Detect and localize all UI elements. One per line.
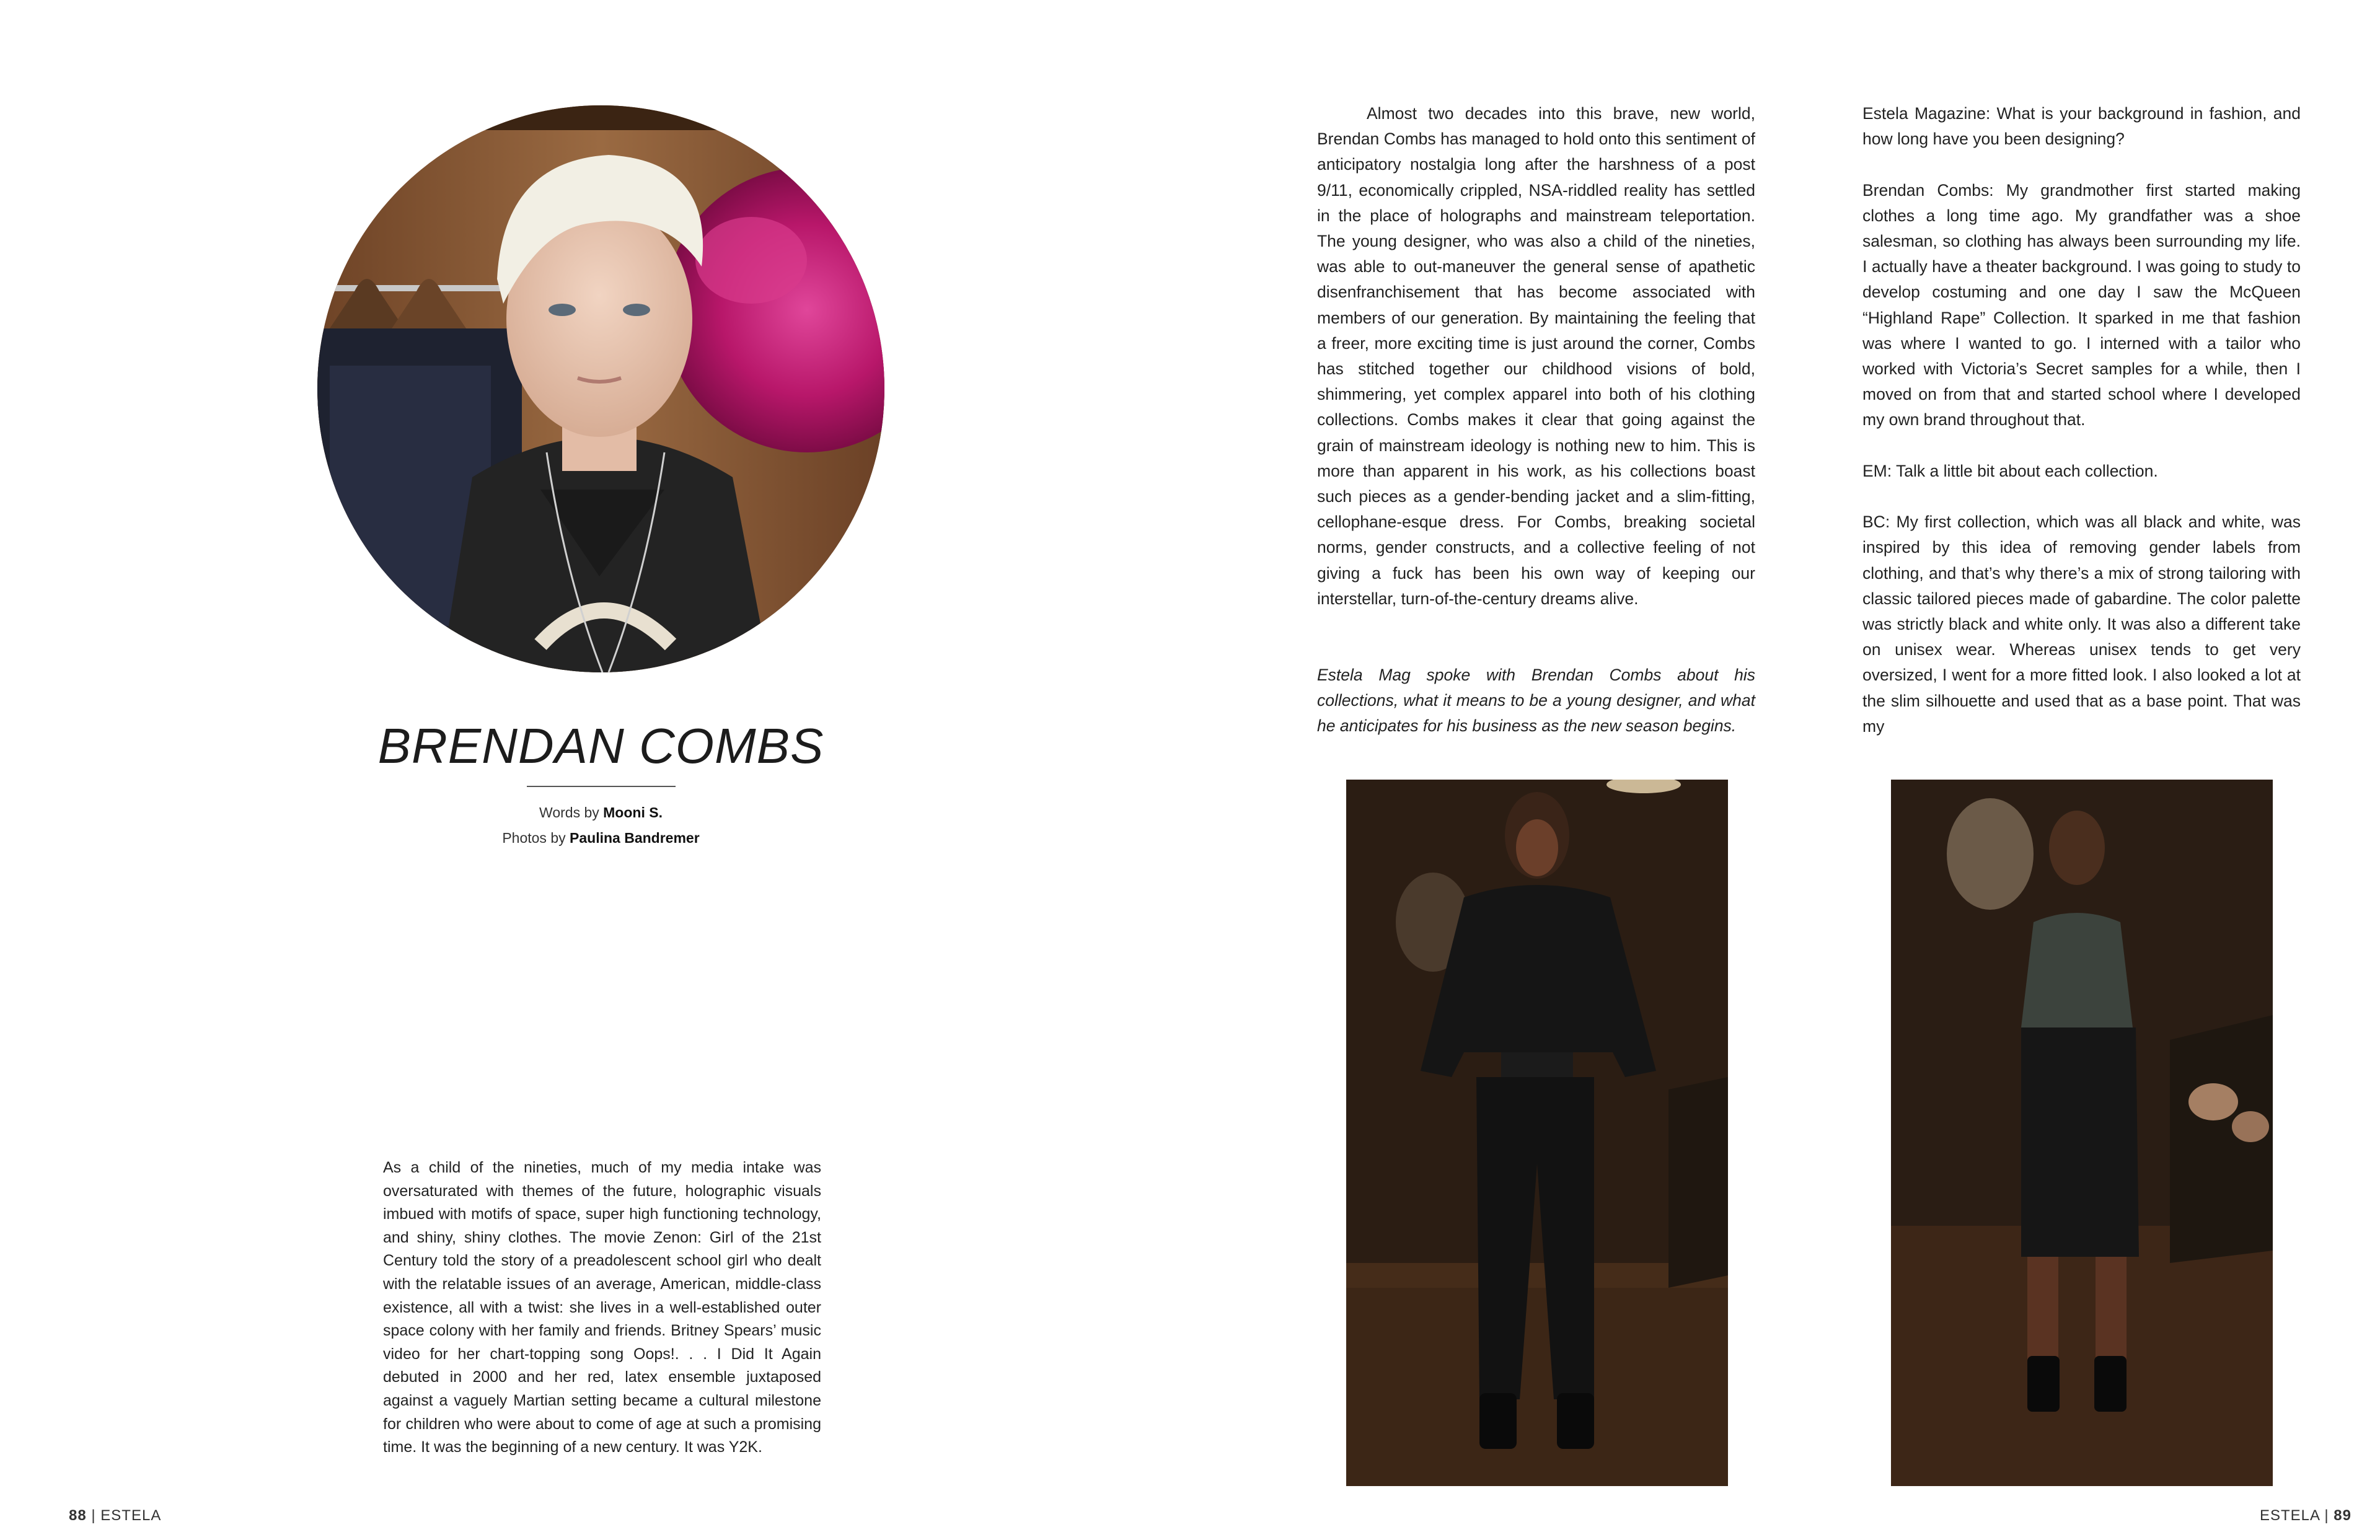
- interview-answer-2: BC: My first collection, which was all black and white, was inspired by this idea of removing gender labels from clothing, and that’s why there’s a mix of strong tailoring with classic tailored pieces made of gabardine. The color palette was strictly black and white only. It was also a different take on unisex wear. Whereas unisex tends to get very oversized, I went for a more fitted look. I also looked a lot at the slim silhouette and used that as a base point. That was my: [1862, 513, 2301, 736]
- interview-question-1: Estela Magazine: What is your background in fashion, and how long have you been designing?: [1862, 104, 2301, 149]
- photos-credit-name: Paulina Bandremer: [570, 830, 700, 846]
- runway-photo-dress-look: [1891, 780, 2273, 1486]
- body-paragraph: Almost two decades into this brave, new world, Brendan Combs has managed to hold onto this sentiment of anticipatory nostalgia long after the harshness of a post 9/11, economically crippled, NSA-riddled reality has settled in the place of holographs and mainstream teleportation. The young designer, who was also a child of the nineties, was able to out-maneuver the general sense of apathetic disenfranchisement that has become associated with members of our generation. By maintaining the feeling that a freer, more exciting time is just around the corner, Combs has stitched together our childhood visions of bold, shimmering, yet complex apparel into both of his clothing collections. Combs makes it clear that going against the grain of mainstream ideology is nothing new to him. This is more than apparent in his work, as his collections boast such pieces as a gender-bending jacket and a slim-fitting, cellophane-esque dress. For Combs, breaking societal norms, gender constructs, and a collective feeling of not giving a fuck has been his own way of keeping our interstellar, turn-of-the-century dreams alive.: [1317, 104, 1755, 608]
- interview-answer-1: Brendan Combs: My grandmother first started making clothes a long time ago. My grandfather was a shoe salesman, so clothing has always been surrounding my life. I actually have a theater background. I was going to study to develop costuming and one day I saw the McQueen “Highland Rape” Collection. It sparked in me that fashion was where I wanted to go. I interned with a tailor who worked with Victoria’s Secret samples for a while, then I moved on from that and started school where I developed my own brand throughout that.: [1862, 180, 2301, 429]
- words-credit-name: Mooni S.: [603, 804, 663, 821]
- right-folio: ESTELA | 89: [2260, 1507, 2351, 1524]
- standfirst: Estela Mag spoke with Brendan Combs about his collections, what it means to be a young designer, and what he anticipates for his business as the new season begins.: [1317, 666, 1755, 736]
- headline-divider: [527, 786, 676, 787]
- words-credit-label: Words by: [539, 804, 599, 821]
- words-credit: [317, 804, 884, 821]
- body-column-2: [1862, 101, 2301, 739]
- designer-portrait-photo: [317, 105, 884, 672]
- right-folio-number: 89: [2334, 1507, 2351, 1524]
- interview-question-2: EM: Talk a little bit about each collection.: [1862, 461, 2158, 480]
- body-column-1: [1317, 101, 1755, 739]
- photos-credit: [317, 830, 884, 847]
- intro-column: [383, 1156, 821, 1459]
- photos-credit-label: Photos by: [502, 830, 566, 846]
- left-folio-number: 88: [69, 1507, 87, 1524]
- runway-photo-jacket-look: [1346, 780, 1728, 1486]
- right-folio-label: ESTELA: [2260, 1507, 2320, 1524]
- left-folio: 88 | ESTELA: [69, 1507, 162, 1524]
- left-folio-label: ESTELA: [100, 1507, 162, 1524]
- article-headline: BRENDAN COMBS: [377, 718, 824, 773]
- intro-paragraph: As a child of the nineties, much of my media intake was oversaturated with themes of the future, holographic visuals imbued with motifs of space, super high functioning technology, and shiny, shiny clothes. The movie Zenon: Girl of the 21st Century told the story of a preadolescent school girl who dealt with the relatable issues of an average, American, middle-class existence, all with a twist: she lives in a well-established outer space colony with her family and friends. Britney Spears’ music video for her chart-topping song Oops!. . . I Did It Again debuted in 2000 and her red, latex ensemble juxtaposed against a vaguely Martian setting became a cultural milestone for children who were about to come of age at such a promising time. It was the beginning of a new century. It was Y2K.: [383, 1159, 821, 1456]
